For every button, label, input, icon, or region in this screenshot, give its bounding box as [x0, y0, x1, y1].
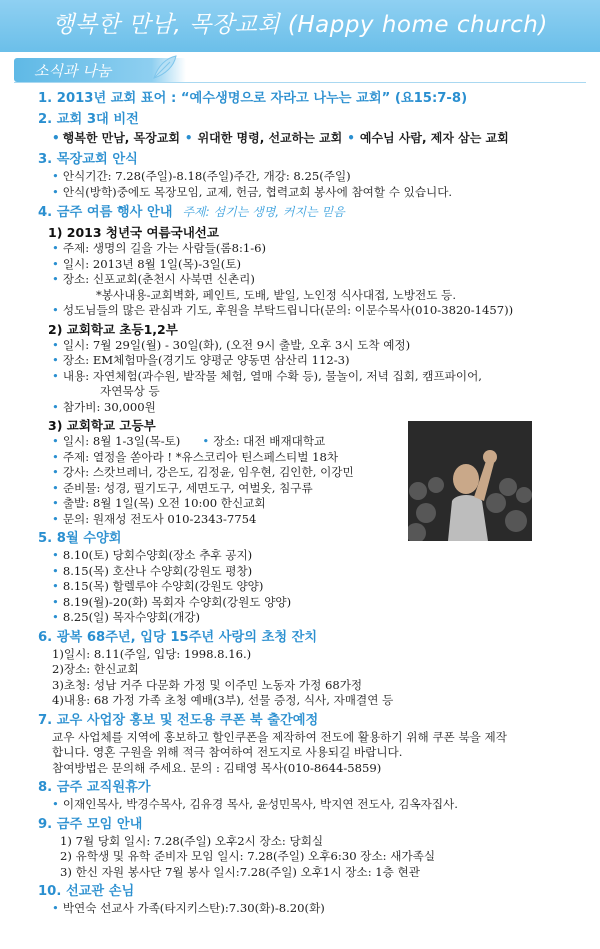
- bullet-icon: •: [52, 368, 59, 383]
- section-title-4: 4. 금주 여름 행사 안내 주제: 섬기는 생명, 커지는 믿음: [38, 205, 345, 220]
- list-item: • 안식(방학)중에도 목장모임, 교제, 헌금, 협력교회 봉사에 참여할 수 있습니다.: [52, 184, 453, 199]
- bullet-icon: •: [52, 353, 59, 367]
- paragraph-line: 합니다. 영혼 구원을 위해 적극 참여하여 전도지로 사용되길 바랍니다.: [52, 745, 403, 759]
- bullet-icon: •: [202, 434, 210, 448]
- bullet-icon: •: [52, 184, 59, 199]
- bullet-icon: •: [52, 434, 59, 448]
- bullet-icon: •: [52, 449, 59, 464]
- bullet-icon: •: [184, 131, 193, 145]
- bullet-icon: •: [52, 548, 59, 562]
- bullet-icon: •: [52, 610, 59, 624]
- bullet-icon: •: [52, 256, 59, 271]
- bullet-icon: •: [347, 131, 355, 145]
- subsection-title: 3) 교회학교 고등부: [48, 418, 156, 433]
- bullet-icon: •: [52, 465, 59, 479]
- list-item: • 8.10(토) 당회수양회(장소 추후 공지): [52, 548, 253, 562]
- bullet-icon: •: [52, 337, 59, 352]
- paragraph-line: 참여방법은 문의해 주세요. 문의 : 김태영 목사(010-8644-5859): [52, 760, 382, 775]
- list-item: 1)일시: 8.11(주일, 입당: 1998.8.16.): [52, 646, 252, 661]
- list-item: • 박연숙 선교사 가족(타지키스탄):7.30(화)-8.20(화): [52, 901, 325, 915]
- section-title-8: 8. 금주 교직원휴가: [38, 780, 151, 795]
- bullet-icon: •: [52, 169, 59, 183]
- list-item-continued: 자연묵상 등: [100, 384, 160, 398]
- vision-item: 위대한 명령, 선교하는 교회: [197, 131, 343, 145]
- list-item: • 장소: EM체험마을(경기도 양평군 양동면 삼산리 112-3): [52, 353, 350, 367]
- list-item: • 참가비: 30,000원: [52, 399, 156, 414]
- list-item: • 출발: 8월 1일(목) 오전 10:00 한신교회: [52, 496, 266, 510]
- divider: [14, 82, 586, 83]
- list-item: • 8.25(일) 목자수양회(개강): [52, 610, 201, 624]
- bullet-icon: •: [52, 303, 59, 317]
- section-title-10: 10. 선교관 손님: [38, 884, 135, 899]
- list-item: 3)초청: 성남 거주 다문화 가정 및 이주민 노동자 가정 68가정: [52, 677, 363, 692]
- list-item: • 문의: 원재성 전도사 010-2343-7754: [52, 511, 257, 526]
- leaf-icon: [150, 52, 180, 82]
- bullet-icon: •: [52, 511, 59, 526]
- bullet-icon: •: [52, 901, 59, 915]
- bullet-icon: •: [52, 241, 59, 255]
- bullet-icon: •: [52, 594, 59, 609]
- bullet-icon: •: [52, 563, 59, 578]
- section-title-7: 7. 교우 사업장 홍보 및 전도용 쿠폰 북 출간예정: [38, 712, 319, 728]
- bullet-icon: •: [52, 579, 59, 593]
- list-item: • 안식기간: 7.28(주일)-8.18(주일)주간, 개강: 8.25(주일): [52, 169, 351, 183]
- list-item: • 8.15(목) 호산나 수양회(강원도 평창): [52, 563, 253, 578]
- section-title-9: 9. 금주 모임 안내: [38, 816, 143, 832]
- vision-item: 예수님 사람, 제자 삼는 교회: [359, 131, 509, 145]
- bullet-icon: •: [52, 131, 60, 145]
- section-bar-label: 소식과 나눔: [34, 62, 112, 80]
- list-item: • 내용: 자연체험(과수원, 밭작물 체험, 열매 수확 등), 물놀이, 저녁 집회, 캠프파이어,: [52, 368, 482, 383]
- list-item: • 일시: 8월 1-3일(목-토) • 장소: 대전 배재대학교: [52, 434, 326, 448]
- page-title: 행복한 만남, 목장교회 (Happy home church): [52, 12, 548, 38]
- list-item: • 일시: 7월 29일(월) - 30일(화), (오전 9시 출발, 오후 3시 도착 예정): [52, 337, 411, 352]
- list-item: • 준비물: 성경, 필기도구, 세면도구, 여벌옷, 침구류: [52, 480, 313, 495]
- section-title-2: 2. 교회 3대 비전: [38, 112, 139, 127]
- section-title-1: 1. 2013년 교회 표어 : “예수생명으로 자라고 나누는 교회” (요15:7-8): [38, 91, 468, 106]
- bullet-icon: •: [52, 496, 59, 510]
- vision-list: [52, 129, 586, 148]
- bullet-icon: •: [52, 797, 59, 811]
- page-header: [0, 0, 600, 52]
- list-item: 2) 유학생 및 유학 준비자 모임 일시: 7.28(주일) 오후6:30 장소: 새가족실: [60, 849, 436, 863]
- bulletin-content: [38, 86, 586, 917]
- service-note: *봉사내용-교회벽화, 페인트, 도배, 밭일, 노인정 식사대접, 노방전도 등.: [96, 287, 457, 302]
- section-title-3: 3. 목장교회 안식: [38, 152, 138, 167]
- list-item: • 8.19(월)-20(화) 목회자 수양회(강원도 양양): [52, 594, 292, 609]
- bullet-icon: •: [52, 480, 59, 495]
- section-title-6: 6. 광복 68주년, 입당 15주년 사랑의 초청 잔치: [38, 629, 318, 645]
- section-title-5: 5. 8월 수양회: [38, 531, 122, 546]
- list-item: 3) 한신 자원 봉사단 7월 봉사 일시:7.28(주일) 오후1시 장소: 1층 현관: [60, 864, 420, 879]
- section-theme: 주제: 섬기는 생명, 커지는 믿음: [182, 205, 345, 219]
- list-item: 4)내용: 68 가정 가족 초청 예배(3부), 선물 증정, 식사, 자매결연 등: [52, 693, 394, 707]
- list-item: 2)장소: 한신교회: [52, 662, 139, 676]
- paragraph-line: 교우 사업체를 지역에 홍보하고 할인쿠폰을 제작하여 전도에 활용하기 위해 쿠폰 북을 제작: [52, 729, 507, 744]
- list-item: • 성도님들의 많은 관심과 기도, 후원을 부탁드립니다(문의: 이문수목사(010-3820-1457)): [52, 303, 514, 317]
- subsection-title: 1) 2013 청년국 여름국내선교: [48, 225, 219, 240]
- list-item: • 주제: 생명의 길을 가는 사람들(롬8:1-6): [52, 241, 267, 255]
- list-item: • 장소: 신포교회(춘천시 사북면 신촌리): [52, 272, 255, 286]
- bullet-icon: •: [52, 399, 59, 414]
- list-item: • 주제: 열정을 쏟아라 ! *유스코리아 틴스페스티벌 18차: [52, 449, 339, 464]
- subsection-title: 2) 교회학교 초등1,2부: [48, 321, 178, 337]
- bullet-icon: •: [52, 272, 59, 286]
- list-item: • 8.15(목) 할렐루야 수양회(강원도 양양): [52, 579, 264, 593]
- list-item: • 일시: 2013년 8월 1일(목)-3일(토): [52, 256, 242, 271]
- list-item: • 강사: 스캇브레너, 강은도, 김정윤, 임우현, 김인한, 이강민: [52, 465, 354, 479]
- list-item: 1) 7월 당회 일시: 7.28(주일) 오후2시 장소: 당회실: [60, 833, 324, 848]
- list-item: • 이재인목사, 박경수목사, 김유경 목사, 윤성민목사, 박지연 전도사, 김옥자집사.: [52, 797, 458, 811]
- vision-item: 행복한 만남, 목장교회: [62, 131, 180, 145]
